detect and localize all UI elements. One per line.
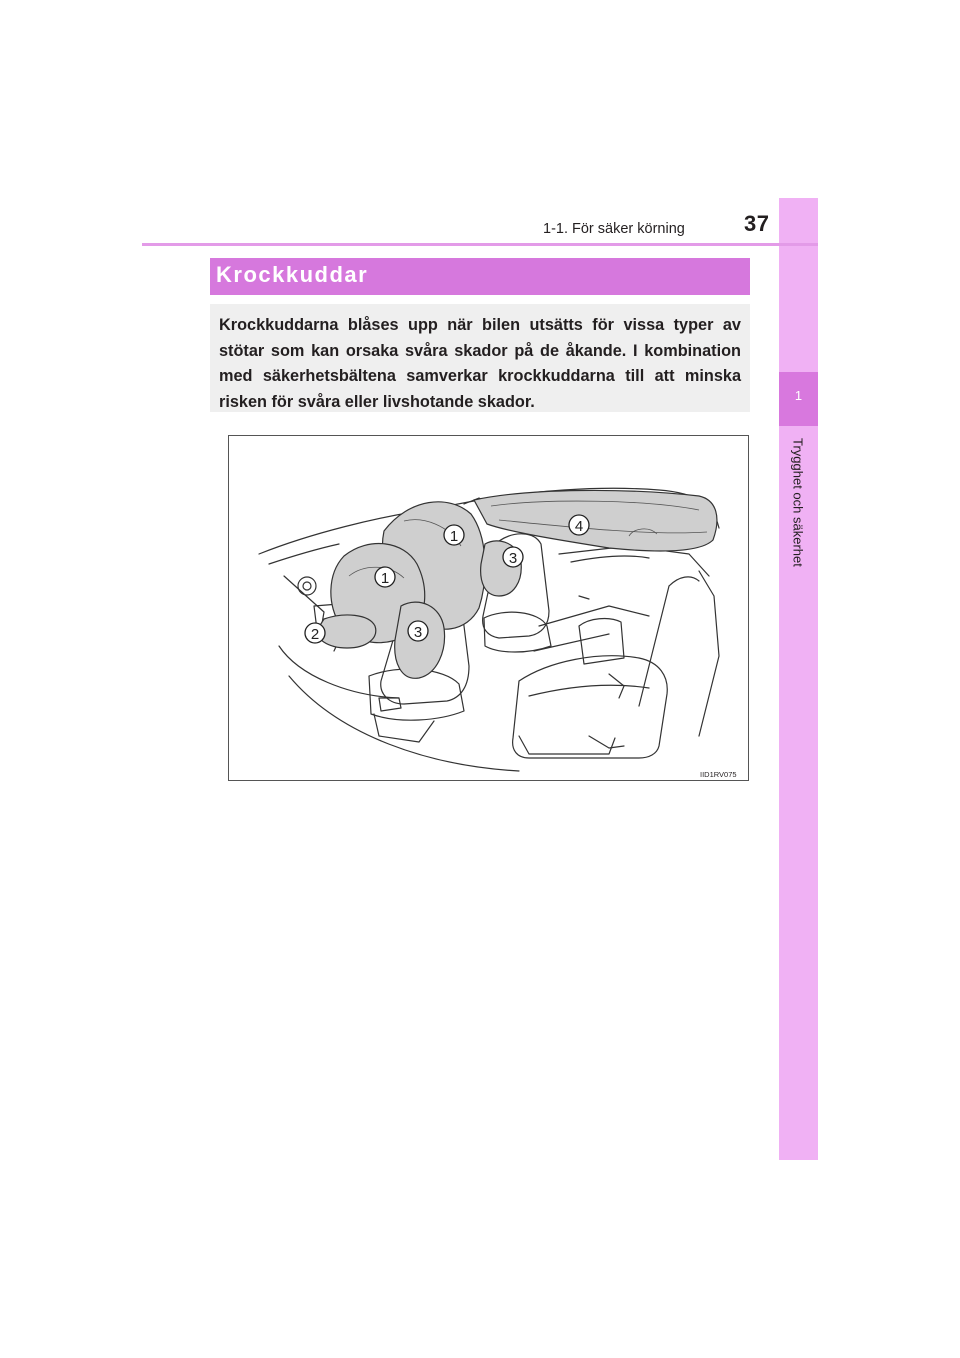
page-number: 37 — [744, 211, 770, 236]
page-title: Krockkuddar — [216, 262, 369, 287]
svg-text:4: 4 — [574, 518, 584, 535]
section-header: 1-1. För säker körning — [543, 221, 685, 237]
callout-4-curtain — [569, 515, 589, 535]
callout-2-knee — [305, 623, 325, 643]
chapter-title: Trygghet och säkerhet — [790, 438, 806, 567]
car-interior-illustration — [229, 436, 748, 780]
figure-code: IID1RV075 — [700, 770, 737, 779]
header-rule — [142, 243, 818, 246]
svg-text:1: 1 — [449, 528, 459, 545]
callout-1-front-passenger — [444, 525, 464, 545]
chapter-side-tab — [779, 198, 818, 1160]
callout-3-passenger-side — [503, 547, 523, 567]
callout-1-driver — [375, 567, 395, 587]
intro-text: Krockkuddarna blåses upp när bilen utsätts för vissa typer av stötar som kan orsaka svåra skador på de åkande. I kombination med säkerhetsbältena samverkar krockkuddarna till att minska risken för svåra eller livshotande skador. — [219, 316, 741, 411]
svg-text:2: 2 — [310, 626, 320, 643]
airbag-figure — [228, 435, 749, 781]
svg-text:1: 1 — [380, 570, 390, 587]
callout-3-driver-side — [408, 621, 428, 641]
svg-text:3: 3 — [508, 550, 518, 567]
svg-text:3: 3 — [413, 624, 423, 641]
chapter-number: 1 — [794, 388, 803, 403]
